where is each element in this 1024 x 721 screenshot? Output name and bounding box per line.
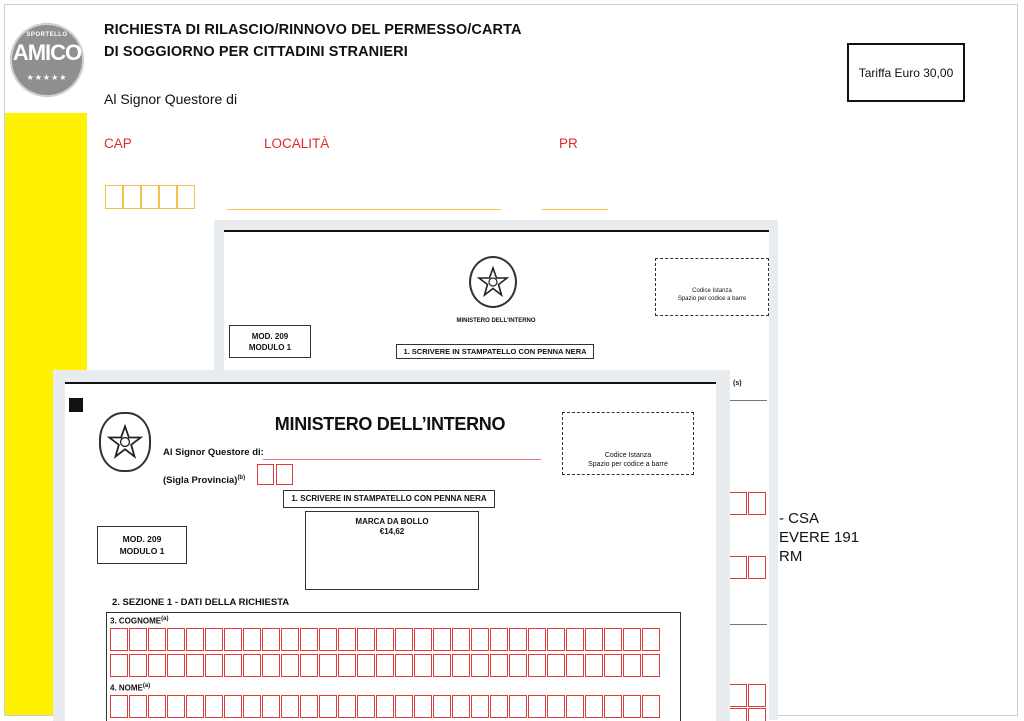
letter-cell[interactable] [414, 695, 432, 718]
cognome-label [110, 616, 168, 626]
letter-cell[interactable] [528, 628, 546, 651]
localita-input-line[interactable] [227, 209, 501, 210]
letter-cell[interactable] [186, 628, 204, 651]
letter-cell[interactable] [604, 695, 622, 718]
address-line2: EVERE 191 [779, 529, 860, 546]
letter-cell[interactable] [110, 654, 128, 677]
letter-cell[interactable] [528, 695, 546, 718]
questore-input-line[interactable] [263, 459, 541, 460]
nome-cells-row-1[interactable] [110, 695, 661, 718]
letter-cell[interactable] [452, 695, 470, 718]
letter-cell[interactable] [471, 628, 489, 651]
sigla-provincia-label [163, 475, 245, 486]
letter-cell[interactable] [186, 654, 204, 677]
sportello-amico-logo [10, 23, 84, 97]
letter-cell[interactable] [623, 628, 641, 651]
letter-cell[interactable] [509, 654, 527, 677]
localita-label: LOCALITÀ [264, 136, 330, 151]
letter-cell[interactable] [300, 654, 318, 677]
letter-cell[interactable] [357, 654, 375, 677]
republic-emblem-icon [469, 256, 517, 308]
logo-top-text: SPORTELLO [26, 32, 68, 38]
letter-cell[interactable] [262, 654, 280, 677]
letter-cell[interactable] [642, 695, 660, 718]
back-cells-row[interactable] [729, 556, 767, 579]
letter-cell[interactable] [566, 695, 584, 718]
nome-footnote: (a) [142, 683, 151, 689]
cognome-cells-row-1[interactable] [110, 628, 661, 651]
letter-cell[interactable] [433, 695, 451, 718]
letter-cell[interactable] [547, 654, 565, 677]
letter-cell[interactable] [129, 695, 147, 718]
mod-209-box [97, 526, 187, 564]
address-line3: RM [779, 548, 803, 565]
letter-cell[interactable] [129, 654, 147, 677]
letter-cell[interactable] [300, 695, 318, 718]
letter-cell[interactable] [490, 695, 508, 718]
letter-cell[interactable] [319, 628, 337, 651]
cognome-footnote: (a) [161, 616, 169, 622]
envelope-title-line1: RICHIESTA DI RILASCIO/RINNOVO DEL PERMESSO/CARTA [104, 22, 522, 38]
letter-cell[interactable] [357, 695, 375, 718]
letter-cell[interactable] [167, 628, 185, 651]
letter-cell[interactable] [604, 654, 622, 677]
barcode-space-box [655, 258, 769, 316]
letter-cell[interactable] [338, 654, 356, 677]
letter-cell[interactable] [319, 654, 337, 677]
letter-cell[interactable] [490, 628, 508, 651]
mod-line1: MOD. 209 [251, 332, 289, 341]
cap-label: CAP [104, 136, 132, 151]
back-cells-row[interactable] [729, 492, 767, 515]
input-cell[interactable] [748, 492, 766, 515]
bollo-line1: MARCA DA BOLLO [355, 517, 429, 526]
cap-box[interactable] [141, 185, 159, 209]
barcode-space-box [562, 412, 694, 475]
envelope-address [779, 509, 859, 566]
letter-cell[interactable] [490, 654, 508, 677]
sigla-text: (Sigla Provincia) [163, 475, 238, 487]
codice-line2: Spazio per codice a barre [588, 461, 668, 468]
letter-cell[interactable] [205, 654, 223, 677]
letter-cell[interactable] [395, 654, 413, 677]
letter-cell[interactable] [547, 628, 565, 651]
letter-cell[interactable] [509, 628, 527, 651]
letter-cell[interactable] [110, 628, 128, 651]
letter-cell[interactable] [395, 695, 413, 718]
input-cell[interactable] [748, 708, 766, 721]
letter-cell[interactable] [262, 695, 280, 718]
letter-cell[interactable] [376, 695, 394, 718]
pr-label: PR [559, 136, 578, 151]
nome-label [110, 683, 150, 693]
cognome-cells-row-2[interactable] [110, 654, 661, 677]
cap-input-boxes[interactable] [105, 185, 195, 209]
ministry-title: MINISTERO DELL’INTERNO [274, 414, 506, 434]
instruction-box: 1. SCRIVERE IN STAMPATELLO CON PENNA NERA [396, 344, 594, 359]
form-front-paper [65, 382, 716, 721]
letter-cell[interactable] [148, 628, 166, 651]
letter-cell[interactable] [528, 654, 546, 677]
mod-209-box [229, 325, 311, 358]
ministry-caption: MINISTERO DELL'INTERNO [456, 318, 536, 324]
bollo-line2: €14,62 [379, 527, 405, 536]
letter-cell[interactable] [224, 695, 242, 718]
letter-cell[interactable] [129, 628, 147, 651]
envelope-title [104, 19, 522, 63]
letter-cell[interactable] [433, 628, 451, 651]
questore-label: Al Signor Questore di: [163, 447, 264, 458]
letter-cell[interactable] [509, 695, 527, 718]
input-cell[interactable] [729, 708, 747, 721]
marca-da-bollo-box [305, 511, 479, 590]
letter-cell[interactable] [623, 695, 641, 718]
input-cell[interactable] [729, 684, 747, 707]
letter-cell[interactable] [110, 695, 128, 718]
address-line1: - CSA [779, 510, 820, 527]
letter-cell[interactable] [585, 695, 603, 718]
cognome-text: 3. COGNOME [110, 616, 162, 626]
letter-cell[interactable] [471, 654, 489, 677]
letter-cell[interactable] [338, 628, 356, 651]
mod-line2: MODULO 1 [119, 546, 165, 556]
form-front-sheet [53, 370, 730, 721]
registration-mark [69, 398, 83, 412]
letter-cell[interactable] [623, 654, 641, 677]
letter-cell[interactable] [452, 628, 470, 651]
republic-emblem-icon [99, 412, 151, 472]
logo-stars: ★★★★★ [26, 73, 68, 82]
cap-box[interactable] [123, 185, 141, 209]
letter-cell[interactable] [281, 654, 299, 677]
sigla-footnote: (b) [237, 475, 246, 481]
letter-cell[interactable] [224, 654, 242, 677]
letter-cell[interactable] [585, 628, 603, 651]
cap-box[interactable] [177, 185, 195, 209]
letter-cell[interactable] [243, 628, 261, 651]
input-cell[interactable] [748, 684, 766, 707]
letter-cell[interactable] [243, 695, 261, 718]
letter-cell[interactable] [433, 654, 451, 677]
letter-cell[interactable] [186, 695, 204, 718]
nome-text: 4. NOME [110, 683, 143, 693]
codice-line1: Codice Istanza [604, 452, 652, 459]
envelope-questore-label: Al Signor Questore di [104, 91, 238, 107]
cap-box[interactable] [105, 185, 123, 209]
pr-input-line[interactable] [542, 209, 608, 210]
letter-cell[interactable] [471, 695, 489, 718]
mod-line2: MODULO 1 [248, 343, 292, 352]
letter-cell[interactable] [167, 654, 185, 677]
letter-cell[interactable] [148, 654, 166, 677]
input-cell[interactable] [729, 492, 747, 515]
letter-cell[interactable] [376, 654, 394, 677]
letter-cell[interactable] [566, 654, 584, 677]
logo-main-text: AMICO [12, 40, 82, 65]
letter-cell[interactable] [642, 628, 660, 651]
back-cells-row[interactable] [729, 684, 767, 707]
tariff-box: Tariffa Euro 30,00 [847, 43, 965, 102]
letter-cell[interactable] [224, 628, 242, 651]
letter-cell[interactable] [414, 628, 432, 651]
codice-line1: Codice Istanza [692, 288, 732, 294]
letter-cell[interactable] [547, 695, 565, 718]
letter-cell[interactable] [395, 628, 413, 651]
letter-cell[interactable] [452, 654, 470, 677]
sigla-box[interactable] [257, 464, 274, 485]
letter-cell[interactable] [338, 695, 356, 718]
letter-cell[interactable] [243, 654, 261, 677]
letter-cell[interactable] [357, 628, 375, 651]
letter-cell[interactable] [262, 628, 280, 651]
letter-cell[interactable] [604, 628, 622, 651]
letter-cell[interactable] [205, 695, 223, 718]
mod-line1: MOD. 209 [122, 534, 162, 544]
letter-cell[interactable] [281, 695, 299, 718]
letter-cell[interactable] [167, 695, 185, 718]
envelope-title-line2: DI SOGGIORNO PER CITTADINI STRANIERI [104, 44, 408, 60]
instruction-box: 1. SCRIVERE IN STAMPATELLO CON PENNA NERA [283, 490, 495, 508]
letter-cell[interactable] [148, 695, 166, 718]
cap-box[interactable] [159, 185, 177, 209]
letter-cell[interactable] [376, 628, 394, 651]
letter-cell[interactable] [300, 628, 318, 651]
letter-cell[interactable] [281, 628, 299, 651]
letter-cell[interactable] [319, 695, 337, 718]
letter-cell[interactable] [205, 628, 223, 651]
sigla-box[interactable] [276, 464, 293, 485]
letter-cell[interactable] [414, 654, 432, 677]
section-title: 2. SEZIONE 1 - DATI DELLA RICHIESTA [112, 597, 290, 608]
input-cell[interactable] [729, 556, 747, 579]
codice-line2: Spazio per codice a barre [677, 296, 747, 302]
letter-cell[interactable] [566, 628, 584, 651]
section-1-frame [106, 612, 681, 721]
letter-cell[interactable] [642, 654, 660, 677]
letter-cell[interactable] [585, 654, 603, 677]
input-cell[interactable] [748, 556, 766, 579]
back-cells-row[interactable] [729, 708, 767, 721]
footnote-mark: (s) [733, 380, 742, 387]
